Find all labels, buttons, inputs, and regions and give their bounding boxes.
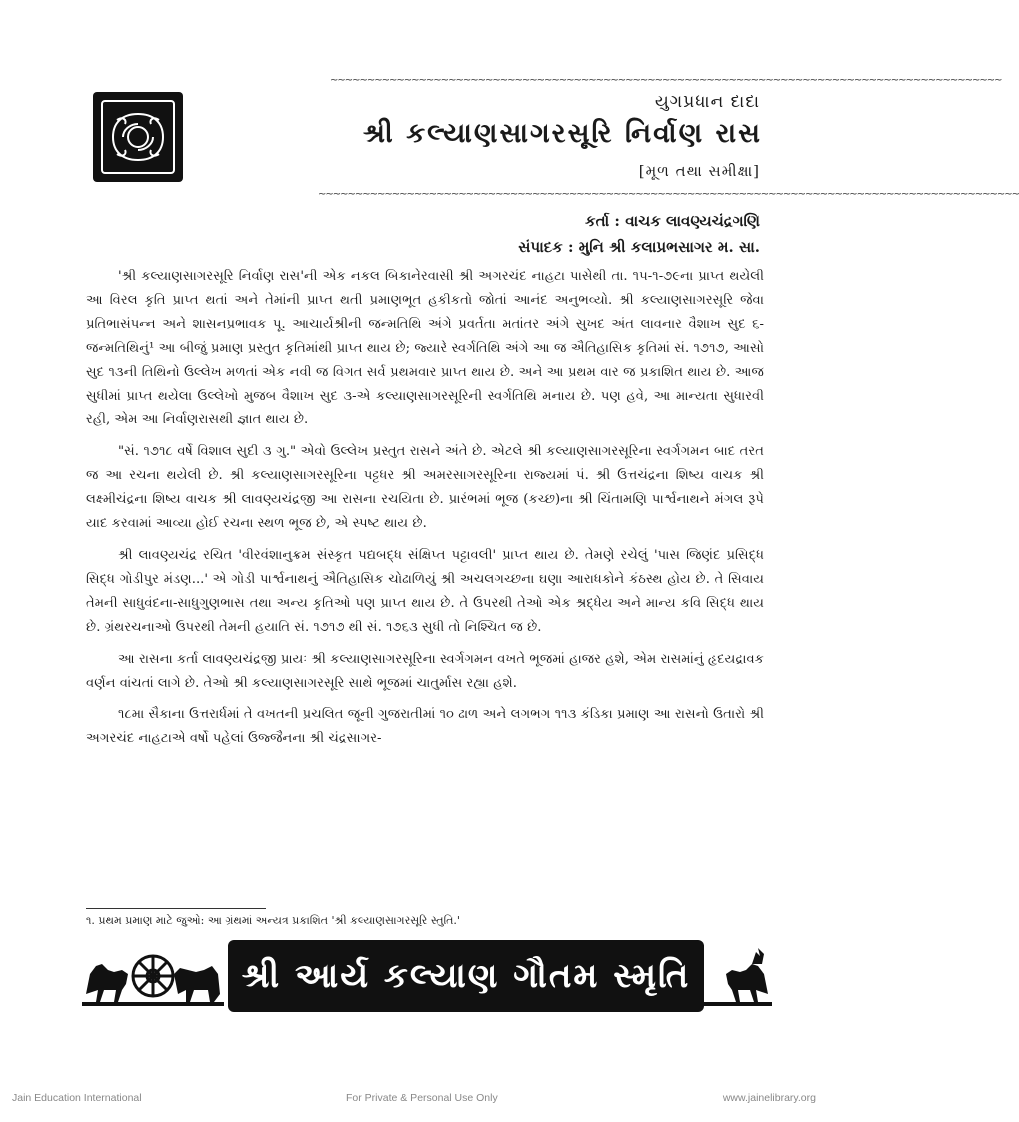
editor-credit: સંપાદક : મુનિ શ્રી કલાપ્રભસાગર મ. સા. xyxy=(518,238,760,256)
book-banner xyxy=(82,940,772,1068)
decorative-wavy-line: ~~~~~~~~~~~~~~~~~~~~~~~~~~~~~~~~~~~~~~~~~~~~~~~~~~~~~~~~~~~~~~~~~~~~~~~~~~~~~~~~~~~~~~~~~~~ xyxy=(330,75,1002,86)
footer-website-link[interactable]: www.jainelibrary.org xyxy=(722,1092,816,1104)
footer-publisher: Jain Education International xyxy=(12,1092,142,1104)
page-title: શ્રી કલ્યાણસાગરસૂરિ નિર્વાણ રાસ xyxy=(362,118,762,149)
subtitle: [મૂળ તથા સમીક્ષા] xyxy=(638,162,760,180)
banner-title-box xyxy=(228,940,704,1068)
decorative-wavy-line: ~~~~~~~~~~~~~~~~~~~~~~~~~~~~~~~~~~~~~~~~~~~~~~~~~~~~~~~~~~~~~~~~~~~~~~~~~~~~~~~~~~~~~~~~~~~~~~~ xyxy=(318,189,1019,200)
footnote-divider xyxy=(86,908,266,909)
ornamental-emblem-icon xyxy=(93,92,183,182)
footer-usage-note: For Private & Personal Use Only xyxy=(346,1092,498,1104)
paragraph: ૧૮મા સૈકાના ઉત્તરાર્ધમાં તે વખતની પ્રચલિત જૂની ગુજરાતીમાં ૧૦ ઢાળ અને લગભગ ૧૧૩ કંડિકા પ્રમાણ આ રાસનો ઉતારો શ્રી અગરચંદ નાહટાએ વર્ષો પહેલાં ઉજ્જૈનના શ્રી ચંદ્રસાગર- xyxy=(86,707,764,747)
paragraph: શ્રી લાવણ્યચંદ્ર રચિત 'વીરવંશાનુક્રમ સંસ્કૃત પદ્યબદ્ધ સંક્ષિપ્ત પટ્ટાવલી' પ્રાપ્ત થાય છે. તેમણે રચેલું 'પાસ જિણંદ પ્રસિદ્ધ સિદ્ધ ગોડીપુર મંડણ...' એ ગોડી પાર્શ્વનાથનું ઐતિહાસિક ચોઢાળિયું શ્રી અચલગચ્છના ઘણા આરાધકોને કંઠસ્થ હોય છે. તે સિવાય તેમની સાધુવંદના-સાધુગુણભાસ તથા અન્ય કૃતિઓ પણ પ્રાપ્ત થાય છે. તે ઉપરથી તેઓ એક શ્રદ્ધેય અને માન્ય કવિ સિદ્ધ થાય છે. ગ્રંથરચનાઓ ઉપરથી તેમની હયાતિ સં. ૧૭૧૭ થી સં. ૧૭૬૩ સુધી તો નિશ્ચિત જ છે. xyxy=(86,547,764,635)
pre-title: યુગપ્રધાન દાદા xyxy=(654,92,760,112)
article-body xyxy=(86,265,764,759)
dharma-wheel-with-deer-icon xyxy=(82,944,224,1008)
author-credit: કર્તા : વાચક લાવણ્યચંદ્રગણિ xyxy=(585,212,760,230)
footnote: ૧. પ્રથમ પ્રમાણ માટે જુઓ: આ ગ્રંથમાં અન્યત્ર પ્રકાશિત 'શ્રી કલ્યાણસાગરસૂરિ સ્તુતિ.' xyxy=(86,914,460,927)
paragraph: આ રાસના કર્તા લાવણ્યચંદ્રજી પ્રાયઃ શ્રી કલ્યાણસાગરસૂરિના સ્વર્ગગમન વખતે ભૂજમાં હાજર હશે, એમ રાસમાંનું હૃદયદ્રાવક વર્ણન વાંચતાં લાગે છે. તેઓ શ્રી કલ્યાણસાગરસૂરિ સાથે ભૂજમાં ચાતુર્માસ રહ્યા હશે. xyxy=(86,651,764,691)
banner-title: શ્રી આર્ય કલ્યાણ ગૌતમ સ્મૃતિ ગ્રંથ xyxy=(241,956,691,1068)
deer-icon xyxy=(702,944,772,1008)
paragraph: 'શ્રી કલ્યાણસાગરસૂરિ નિર્વાણ રાસ'ની એક નકલ બિકાનેરવાસી શ્રી અગરચંદ નાહટા પાસેથી તા. ૧૫-૧-૭૯ના પ્રાપ્ત થયેલી આ વિરલ કૃતિ પ્રાપ્ત થતાં અને તેમાંની પ્રાપ્ત થતી પ્રમાણભૂત હકીકતો જોતાં આનંદ અનુભવ્યો. શ્રી કલ્યાણસાગરસૂરિ જેવા પ્રતિભાસંપન્ન અને શાસનપ્રભાવક પૂ. આચાર્યશ્રીની જન્મતિથિ અંગે પ્રવર્તતા મતાંતર અંગે સુખદ અંત લાવનાર વૈશાખ સુદ ૬-જન્મતિથિનું¹ આ બીજું પ્રમાણ પ્રસ્તુત કૃતિમાંથી પ્રાપ્ત થાય છે; જ્યારે સ્વર્ગતિથિ અંગે આ જ ઐતિહાસિક કૃતિમાં સં. ૧૭૧૭, આસો સુદ ૧૩ની તિથિનો ઉલ્લેખ મળતાં એક નવી જ વિગત સર્વ પ્રથમવાર પ્રાપ્ત થાય છે. અને આ પ્રથમ વાર જ પ્રકાશિત થાય છે. આજ સુધીમાં પ્રાપ્ત થયેલા ઉલ્લેખો મુજબ વૈશાખ સુદ ૩-એ કલ્યાણસાગરસૂરિની સ્વર્ગતિથિ મનાય છે. પણ હવે, આ માન્યતા સુધારવી રહી, એમ આ નિર્વાણરાસથી જ્ઞાત થાય છે. xyxy=(86,269,764,428)
paragraph: "સં. ૧૭૧૮ વર્ષે વિશાલ સુદી ૩ ગુ." એવો ઉલ્લેખ પ્રસ્તુત રાસને અંતે છે. એટલે શ્રી કલ્યાણસાગરસૂરિના સ્વર્ગગમન બાદ તરત જ આ રચના થયેલી છે. શ્રી કલ્યાણસાગરસૂરિના પટ્ટધર શ્રી અમરસાગરસૂરિના રાજ્યમાં પં. શ્રી ઉત્તચંદ્રના શિષ્ય વાચક શ્રી લક્ષ્મીચંદ્રના શિષ્ય વાચક શ્રી લાવણ્યચંદ્રજી આ રાસના રચયિતા છે. પ્રારંભમાં ભૂજ (કચ્છ)ના શ્રી ચિંતામણિ પાર્શ્વનાથને મંગલ રૂપે યાદ કરવામાં આવ્યા હોઈ રચના સ્થળ ભૂજ છે, એ સ્પષ્ટ થાય છે. xyxy=(86,444,764,532)
